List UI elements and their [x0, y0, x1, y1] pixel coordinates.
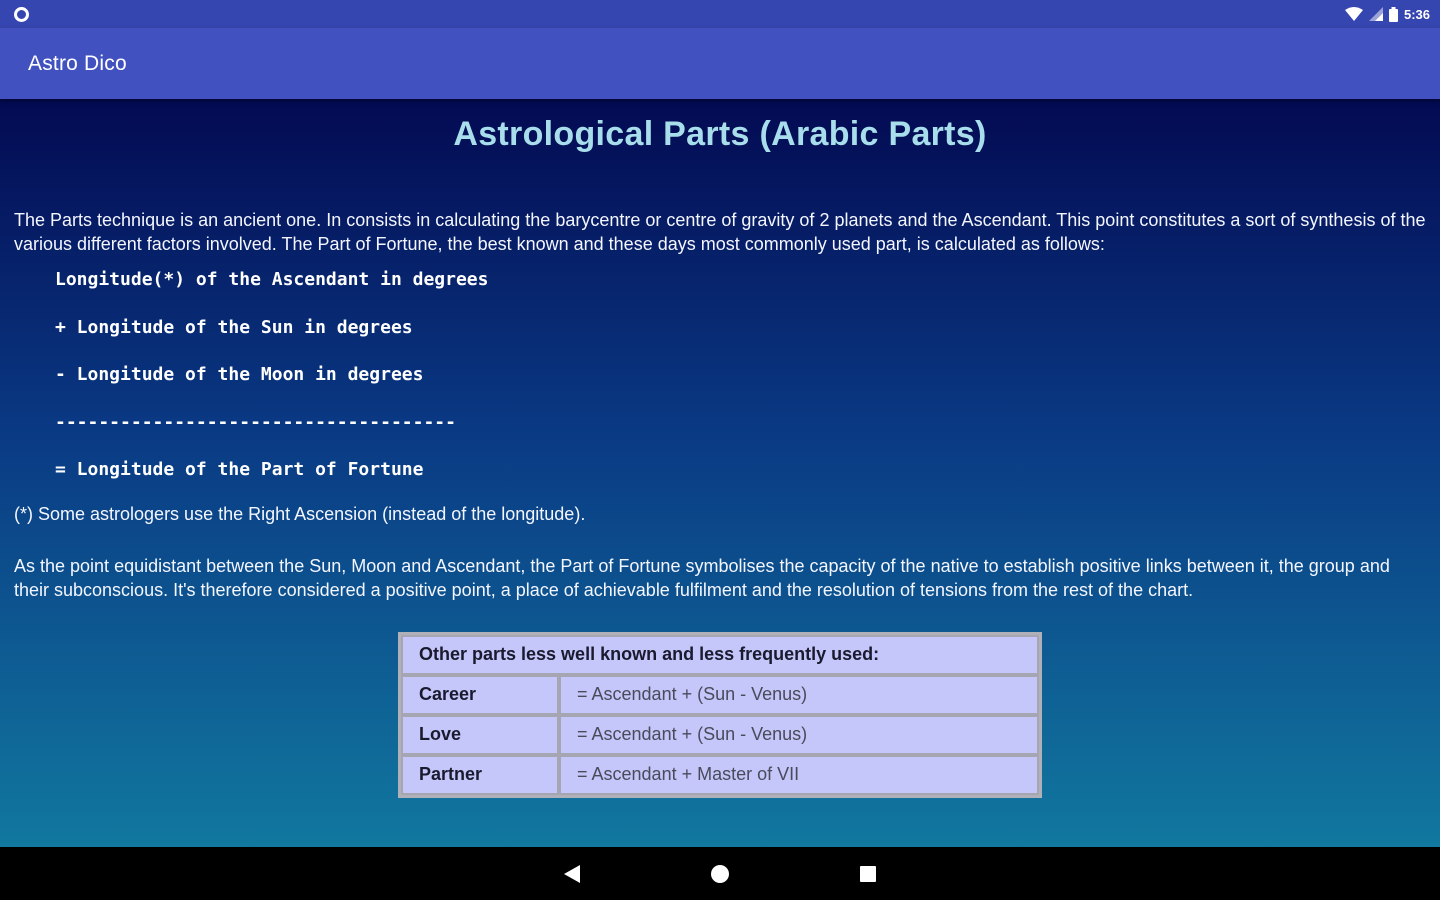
formula-line-sun: + Longitude of the Sun in degrees — [55, 316, 413, 338]
fortune-paragraph: As the point equidistant between the Sun, Moon and Ascendant, the Part of Fortune symbolises the capacity of the native to establish positive links between it, the group and their subconscious. It's therefore considered a positive point, a place of achievable fulfilment and the resolution of tensions from the rest of the chart. — [14, 555, 1390, 600]
back-icon[interactable] — [560, 862, 584, 886]
table-row — [401, 675, 1039, 715]
part-name-love: Love — [401, 715, 559, 755]
page-title: Astrological Parts (Arabic Parts) — [453, 115, 987, 153]
intro-paragraph: The Parts technique is an ancient one. In consists in calculating the barycentre or centre of gravity of 2 planets and the Ascendant. This point constitutes a sort of synthesis of the various different factors involved. The Part of Fortune, the best known and these days most commonly used part, is calculated as follows: — [14, 210, 1426, 254]
formula-separator: ------------------------------------- — [55, 411, 456, 433]
status-bar — [0, 0, 1440, 28]
table-row — [401, 715, 1039, 755]
formula-line-moon: - Longitude of the Moon in degrees — [55, 364, 424, 385]
footnote-paragraph: (*) Some astrologers use the Right Ascension (instead of the longitude). — [14, 503, 586, 524]
formula-line-result: = Longitude of the Part of Fortune — [55, 459, 424, 480]
signal-icon — [1369, 7, 1383, 21]
battery-icon — [1389, 7, 1398, 22]
part-of-fortune-formula — [0, 268, 1440, 506]
navigation-bar — [0, 847, 1440, 900]
part-name-career: Career — [401, 675, 559, 715]
content-scroll-area[interactable] — [0, 99, 1440, 847]
part-formula-love: = Ascendant + (Sun - Venus) — [559, 715, 1039, 755]
recents-icon[interactable] — [856, 862, 880, 886]
formula-line-ascendant: Longitude(*) of the Ascendant in degrees — [55, 269, 489, 290]
table-row — [401, 755, 1039, 795]
notification-circle-icon — [14, 7, 29, 22]
part-formula-partner: = Ascendant + Master of VII — [559, 755, 1039, 795]
other-parts-table — [398, 632, 1042, 798]
part-name-partner: Partner — [401, 755, 559, 795]
table-header-row — [401, 635, 1039, 675]
wifi-icon — [1345, 7, 1363, 21]
status-time: 5:36 — [1403, 6, 1430, 22]
home-icon[interactable] — [708, 862, 732, 886]
app-title: Astro Dico — [28, 51, 127, 75]
app-bar — [0, 28, 1440, 99]
part-formula-career: = Ascendant + (Sun - Venus) — [559, 675, 1039, 715]
table-header: Other parts less well known and less frequently used: — [401, 635, 1039, 675]
